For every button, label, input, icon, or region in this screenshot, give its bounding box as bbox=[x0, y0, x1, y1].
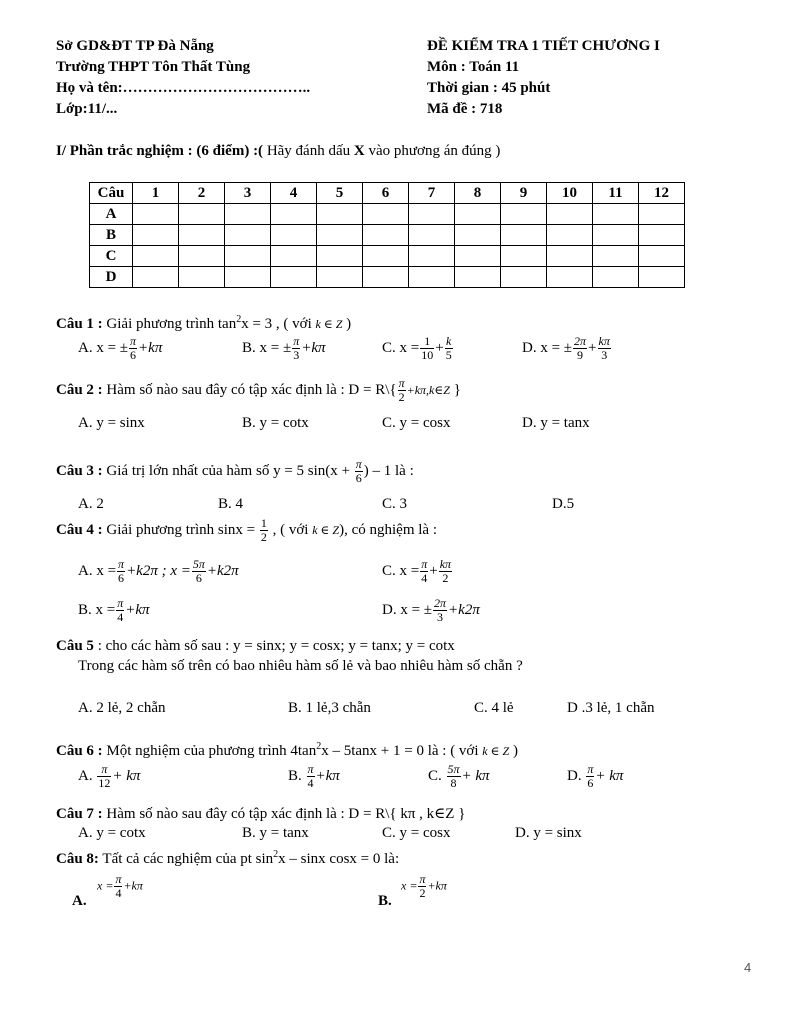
answer-cell[interactable] bbox=[271, 246, 317, 267]
q4-option-c[interactable]: C. x = $\frac{\pi}{4}$ + $\frac{k\pi}{2}$ bbox=[382, 557, 452, 585]
row-label: A bbox=[90, 204, 133, 225]
q7-option-a[interactable]: A. y = cotx bbox=[78, 825, 146, 841]
table-header-cell: 2 bbox=[179, 183, 225, 204]
table-header-cell: 8 bbox=[455, 183, 501, 204]
q3-option-a[interactable]: A. 2 bbox=[78, 496, 104, 512]
q8-option-a-label[interactable]: A. bbox=[72, 893, 87, 909]
school-name: Trường THPT Tôn Thất Tùng bbox=[56, 59, 251, 75]
q7-option-c[interactable]: C. y = cosx bbox=[382, 825, 451, 841]
q3-option-d[interactable]: D.5 bbox=[552, 496, 575, 512]
q5-option-a[interactable]: A. 2 lẻ, 2 chẵn bbox=[78, 700, 166, 716]
answer-row-b bbox=[90, 225, 685, 246]
answer-cell[interactable] bbox=[501, 267, 547, 288]
class-field: Lớp:11/... bbox=[56, 101, 118, 117]
answer-cell[interactable] bbox=[455, 204, 501, 225]
table-header-cell: 5 bbox=[317, 183, 363, 204]
q1-option-d[interactable]: D. x = ± $\frac{2\pi}{9}$ + $\frac{k\pi}{3}$ bbox=[522, 334, 610, 362]
answer-cell[interactable] bbox=[179, 204, 225, 225]
table-header-cell: 7 bbox=[409, 183, 455, 204]
question-1: Câu 1 : Giải phương trình $\tan^2x = 3$ , ( với k ∈ Z ) bbox=[56, 314, 352, 332]
page-number: 4 bbox=[744, 960, 752, 975]
q7-option-b[interactable]: B. y = tanx bbox=[242, 825, 309, 841]
table-header-cell: 11 bbox=[593, 183, 639, 204]
answer-cell[interactable] bbox=[409, 225, 455, 246]
answer-cell[interactable] bbox=[593, 204, 639, 225]
subject: Môn : Toán 11 bbox=[427, 59, 520, 75]
question-8: Câu 8: Tất cả các nghiệm của pt $\sin^2x$ – sinx cosx = 0 là: bbox=[56, 849, 400, 867]
q7-option-d[interactable]: D. y = sinx bbox=[515, 825, 582, 841]
answer-table bbox=[89, 182, 685, 288]
q6-option-a[interactable]: A. $\frac{\pi}{12}$ + kπ bbox=[78, 762, 141, 790]
q3-option-c[interactable]: C. 3 bbox=[382, 496, 408, 512]
answer-cell[interactable] bbox=[317, 225, 363, 246]
answer-cell[interactable] bbox=[363, 204, 409, 225]
answer-cell[interactable] bbox=[225, 204, 271, 225]
exam-title: ĐỀ KIỂM TRA 1 TIẾT CHƯƠNG I bbox=[427, 38, 660, 54]
answer-cell[interactable] bbox=[501, 246, 547, 267]
answer-cell[interactable] bbox=[133, 225, 179, 246]
answer-cell[interactable] bbox=[363, 267, 409, 288]
q8-option-a[interactable]: x = $\frac{\pi}{4}$ +kπ bbox=[97, 872, 143, 900]
answer-cell[interactable] bbox=[639, 225, 685, 246]
answer-cell[interactable] bbox=[639, 267, 685, 288]
question-2: Câu 2 : Hàm số nào sau đây có tập xác định là : D = R\{ $\frac{\pi}{2}$ +kπ,k∈Z } bbox=[56, 376, 461, 404]
answer-cell[interactable] bbox=[225, 246, 271, 267]
table-header-cell: 10 bbox=[547, 183, 593, 204]
duration: Thời gian : 45 phút bbox=[427, 80, 551, 96]
q8-option-b[interactable]: x = $\frac{\pi}{2}$ +kπ bbox=[401, 872, 447, 900]
answer-cell[interactable] bbox=[133, 204, 179, 225]
section-title: I/ Phần trắc nghiệm : (6 điểm) :( Hãy đánh dấu X vào phương án đúng ) bbox=[56, 143, 501, 159]
q5-option-d[interactable]: D .3 lẻ, 1 chẵn bbox=[567, 700, 655, 716]
row-label: B bbox=[90, 225, 133, 246]
table-header-cell: 6 bbox=[363, 183, 409, 204]
answer-cell[interactable] bbox=[455, 246, 501, 267]
q2-option-d[interactable]: D. y = tanx bbox=[522, 415, 590, 431]
answer-cell[interactable] bbox=[639, 204, 685, 225]
answer-row-d bbox=[90, 267, 685, 288]
answer-cell[interactable] bbox=[455, 267, 501, 288]
q6-option-d[interactable]: D. $\frac{\pi}{6}$ + kπ bbox=[567, 762, 624, 790]
answer-row-c bbox=[90, 246, 685, 267]
q6-option-b[interactable]: B. $\frac{\pi}{4}$ +kπ bbox=[288, 762, 340, 790]
answer-cell[interactable] bbox=[317, 204, 363, 225]
answer-cell[interactable] bbox=[409, 204, 455, 225]
answer-cell[interactable] bbox=[409, 267, 455, 288]
answer-cell[interactable] bbox=[317, 246, 363, 267]
q1-option-a[interactable]: A. x = ± $\frac{\pi}{6}$ +kπ bbox=[78, 334, 163, 362]
answer-cell[interactable] bbox=[179, 267, 225, 288]
question-5-line-2: Trong các hàm số trên có bao nhiêu hàm số lẻ và bao nhiêu hàm số chẵn ? bbox=[78, 658, 523, 674]
q8-option-b-label[interactable]: B. bbox=[378, 893, 392, 909]
q3-option-b[interactable]: B. 4 bbox=[218, 496, 244, 512]
question-4: Câu 4 : Giải phương trình sinx = $\frac{1}{2}$ , ( với k ∈ Z), có nghiệm là : bbox=[56, 516, 437, 544]
answer-cell[interactable] bbox=[225, 225, 271, 246]
q2-option-a[interactable]: A. y = sinx bbox=[78, 415, 145, 431]
q4-option-b[interactable]: B. x = $\frac{\pi}{4}$ +kπ bbox=[78, 596, 150, 624]
q1-option-b[interactable]: B. x = ± $\frac{\pi}{3}$ +kπ bbox=[242, 334, 326, 362]
answer-cell[interactable] bbox=[547, 204, 593, 225]
answer-cell[interactable] bbox=[593, 246, 639, 267]
q6-option-c[interactable]: C. $\frac{5\pi}{8}$ + kπ bbox=[428, 762, 490, 790]
q2-option-b[interactable]: B. y = cotx bbox=[242, 415, 309, 431]
answer-table-header bbox=[90, 183, 685, 204]
answer-cell[interactable] bbox=[363, 225, 409, 246]
exam-code: Mã đề : 718 bbox=[427, 101, 503, 117]
q5-option-c[interactable]: C. 4 lẻ bbox=[474, 700, 514, 716]
answer-cell[interactable] bbox=[501, 204, 547, 225]
answer-cell[interactable] bbox=[363, 246, 409, 267]
question-5: Câu 5 : cho các hàm số sau : y = sinx; y = cosx; y = tanx; y = cotx bbox=[56, 638, 455, 654]
answer-cell[interactable] bbox=[133, 267, 179, 288]
answer-cell[interactable] bbox=[547, 267, 593, 288]
answer-cell[interactable] bbox=[271, 225, 317, 246]
table-header-cell: 4 bbox=[271, 183, 317, 204]
answer-cell[interactable] bbox=[179, 246, 225, 267]
q4-option-d[interactable]: D. x = ± $\frac{2\pi}{3}$ +k2π bbox=[382, 596, 480, 624]
table-header-cell: 12 bbox=[639, 183, 685, 204]
answer-cell[interactable] bbox=[501, 225, 547, 246]
answer-cell[interactable] bbox=[179, 225, 225, 246]
q2-option-c[interactable]: C. y = cosx bbox=[382, 415, 451, 431]
answer-cell[interactable] bbox=[409, 246, 455, 267]
answer-row-a bbox=[90, 204, 685, 225]
answer-cell[interactable] bbox=[455, 225, 501, 246]
answer-cell[interactable] bbox=[593, 267, 639, 288]
table-header-cell: 1 bbox=[133, 183, 179, 204]
q1-option-c[interactable]: C. x = $\frac{1}{10}$ + $\frac{k}{5}$ bbox=[382, 334, 452, 362]
answer-cell[interactable] bbox=[547, 225, 593, 246]
row-label: D bbox=[90, 267, 133, 288]
q5-option-b[interactable]: B. 1 lẻ,3 chẵn bbox=[288, 700, 371, 716]
student-name-field: Họ và tên:……………………………….. bbox=[56, 80, 311, 96]
school-department: Sở GD&ĐT TP Đà Nẵng bbox=[56, 38, 214, 54]
answer-cell[interactable] bbox=[317, 267, 363, 288]
answer-cell[interactable] bbox=[639, 246, 685, 267]
row-label: C bbox=[90, 246, 133, 267]
question-3: Câu 3 : Giá trị lớn nhất của hàm số y = 5 sin(x + $\frac{\pi}{6}$ ) – 1 là : bbox=[56, 457, 414, 485]
answer-cell[interactable] bbox=[133, 246, 179, 267]
answer-cell[interactable] bbox=[271, 204, 317, 225]
question-6: Câu 6 : Một nghiệm của phương trình $4\tan^2x - 5\tan x + 1 = 0$ là : ( với k ∈ Z ) bbox=[56, 741, 518, 759]
answer-cell[interactable] bbox=[225, 267, 271, 288]
answer-cell[interactable] bbox=[593, 225, 639, 246]
question-7: Câu 7 : Hàm số nào sau đây có tập xác định là : D = R\{ kπ , k∈Z } bbox=[56, 806, 466, 822]
answer-cell[interactable] bbox=[271, 267, 317, 288]
table-header-cell: Câu bbox=[90, 183, 133, 204]
answer-cell[interactable] bbox=[547, 246, 593, 267]
table-header-cell: 3 bbox=[225, 183, 271, 204]
table-header-cell: 9 bbox=[501, 183, 547, 204]
q4-option-a[interactable]: A. x = $\frac{\pi}{6}$ +k2π ; x = $\frac{5\pi}{6}$ +k2π bbox=[78, 557, 239, 585]
